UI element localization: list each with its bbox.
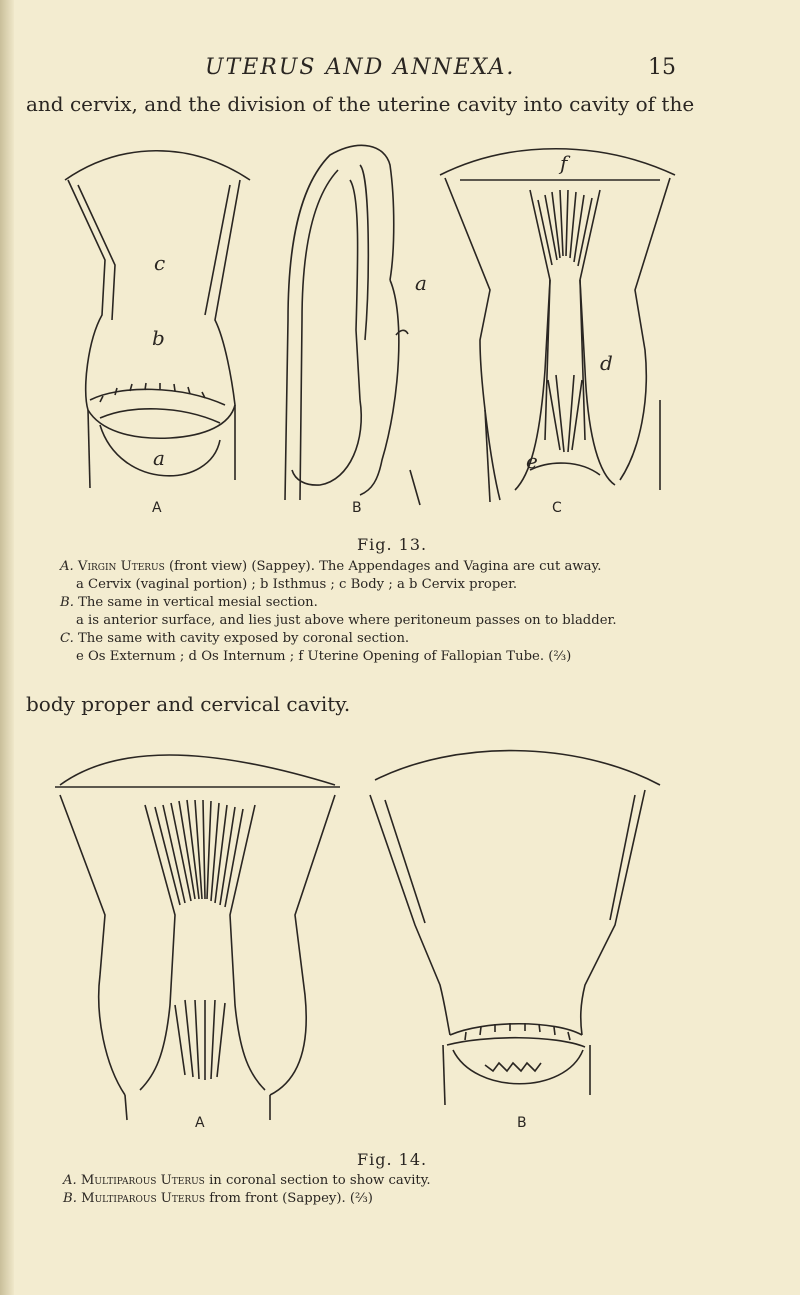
fig13-caption-a bbox=[60, 558, 601, 576]
fig13-label-e: e bbox=[526, 449, 538, 473]
fig13-panel-b bbox=[285, 145, 420, 505]
fig13-title: Fig. 13. bbox=[357, 535, 428, 554]
caption-heading: Multiparous Uterus bbox=[80, 1173, 205, 1188]
fig14-panel-b bbox=[370, 751, 660, 1105]
caption-text: in coronal section to show cavity. bbox=[209, 1173, 431, 1188]
caption-text: The same in vertical mesial section. bbox=[78, 595, 318, 610]
fig13-caption-c-detail: e Os Externum ; d Os Internum ; f Uterine Opening of Fallopian Tube. (⅔) bbox=[76, 649, 572, 664]
caption-text: from front (Sappey). (⅔) bbox=[209, 1191, 373, 1206]
caption-key: A. bbox=[60, 559, 74, 574]
caption-key: A. bbox=[63, 1173, 77, 1188]
fig13-panel-label-c: C bbox=[552, 500, 562, 516]
fig13-caption-c bbox=[60, 630, 409, 648]
running-head: UTERUS AND ANNEXA. bbox=[205, 55, 516, 80]
caption-heading: Virgin Uterus bbox=[77, 559, 165, 574]
caption-text: The same with cavity exposed by coronal section. bbox=[78, 631, 410, 646]
fig14-title: Fig. 14. bbox=[357, 1150, 428, 1169]
caption-key: B. bbox=[60, 595, 74, 610]
fig14-panel-label-b: B bbox=[517, 1115, 527, 1130]
caption-text: (front view) (Sappey). The Appendages and Vagina are cut away. bbox=[169, 559, 602, 574]
fig13-caption-b-detail: a is anterior surface, and lies just above where peritoneum passes on to bladder. bbox=[76, 613, 617, 628]
fig14-caption-b bbox=[63, 1190, 373, 1208]
fig13-label-a: a bbox=[153, 446, 165, 470]
fig13-label-f: f bbox=[560, 151, 568, 175]
fig13-label-c: c bbox=[154, 251, 166, 275]
fig13-label-d: d bbox=[600, 351, 613, 375]
page-spine-shadow bbox=[0, 0, 14, 1295]
page-number: 15 bbox=[648, 55, 676, 80]
figure-14-drawing bbox=[55, 745, 675, 1130]
fig13-panel-label-a: A bbox=[152, 500, 162, 516]
caption-heading: Multiparous Uterus bbox=[81, 1191, 206, 1206]
body-text-top: and cervix, and the division of the uterine cavity into cavity of the bbox=[26, 92, 695, 116]
figure-13-drawing bbox=[60, 140, 680, 520]
figure-13-plate bbox=[60, 140, 680, 520]
body-text-continued: body proper and cervical cavity. bbox=[26, 692, 351, 716]
fig14-panel-label-a: A bbox=[195, 1115, 205, 1130]
fig13-label-a-panel-b: a bbox=[415, 271, 427, 295]
fig13-caption-a-detail: a Cervix (vaginal portion) ; b Isthmus ; c Body ; a b Cervix proper. bbox=[76, 577, 518, 592]
caption-key: B. bbox=[63, 1191, 77, 1206]
fig13-panel-c bbox=[440, 149, 675, 502]
fig13-panel-a bbox=[65, 151, 250, 488]
fig14-panel-a bbox=[55, 755, 340, 1120]
fig13-caption-b bbox=[60, 594, 318, 612]
fig13-panel-label-b: B bbox=[352, 500, 362, 516]
fig14-caption-a bbox=[63, 1172, 431, 1190]
caption-key: C. bbox=[60, 631, 74, 646]
fig13-label-b: b bbox=[152, 326, 165, 350]
figure-14-plate bbox=[55, 745, 675, 1130]
